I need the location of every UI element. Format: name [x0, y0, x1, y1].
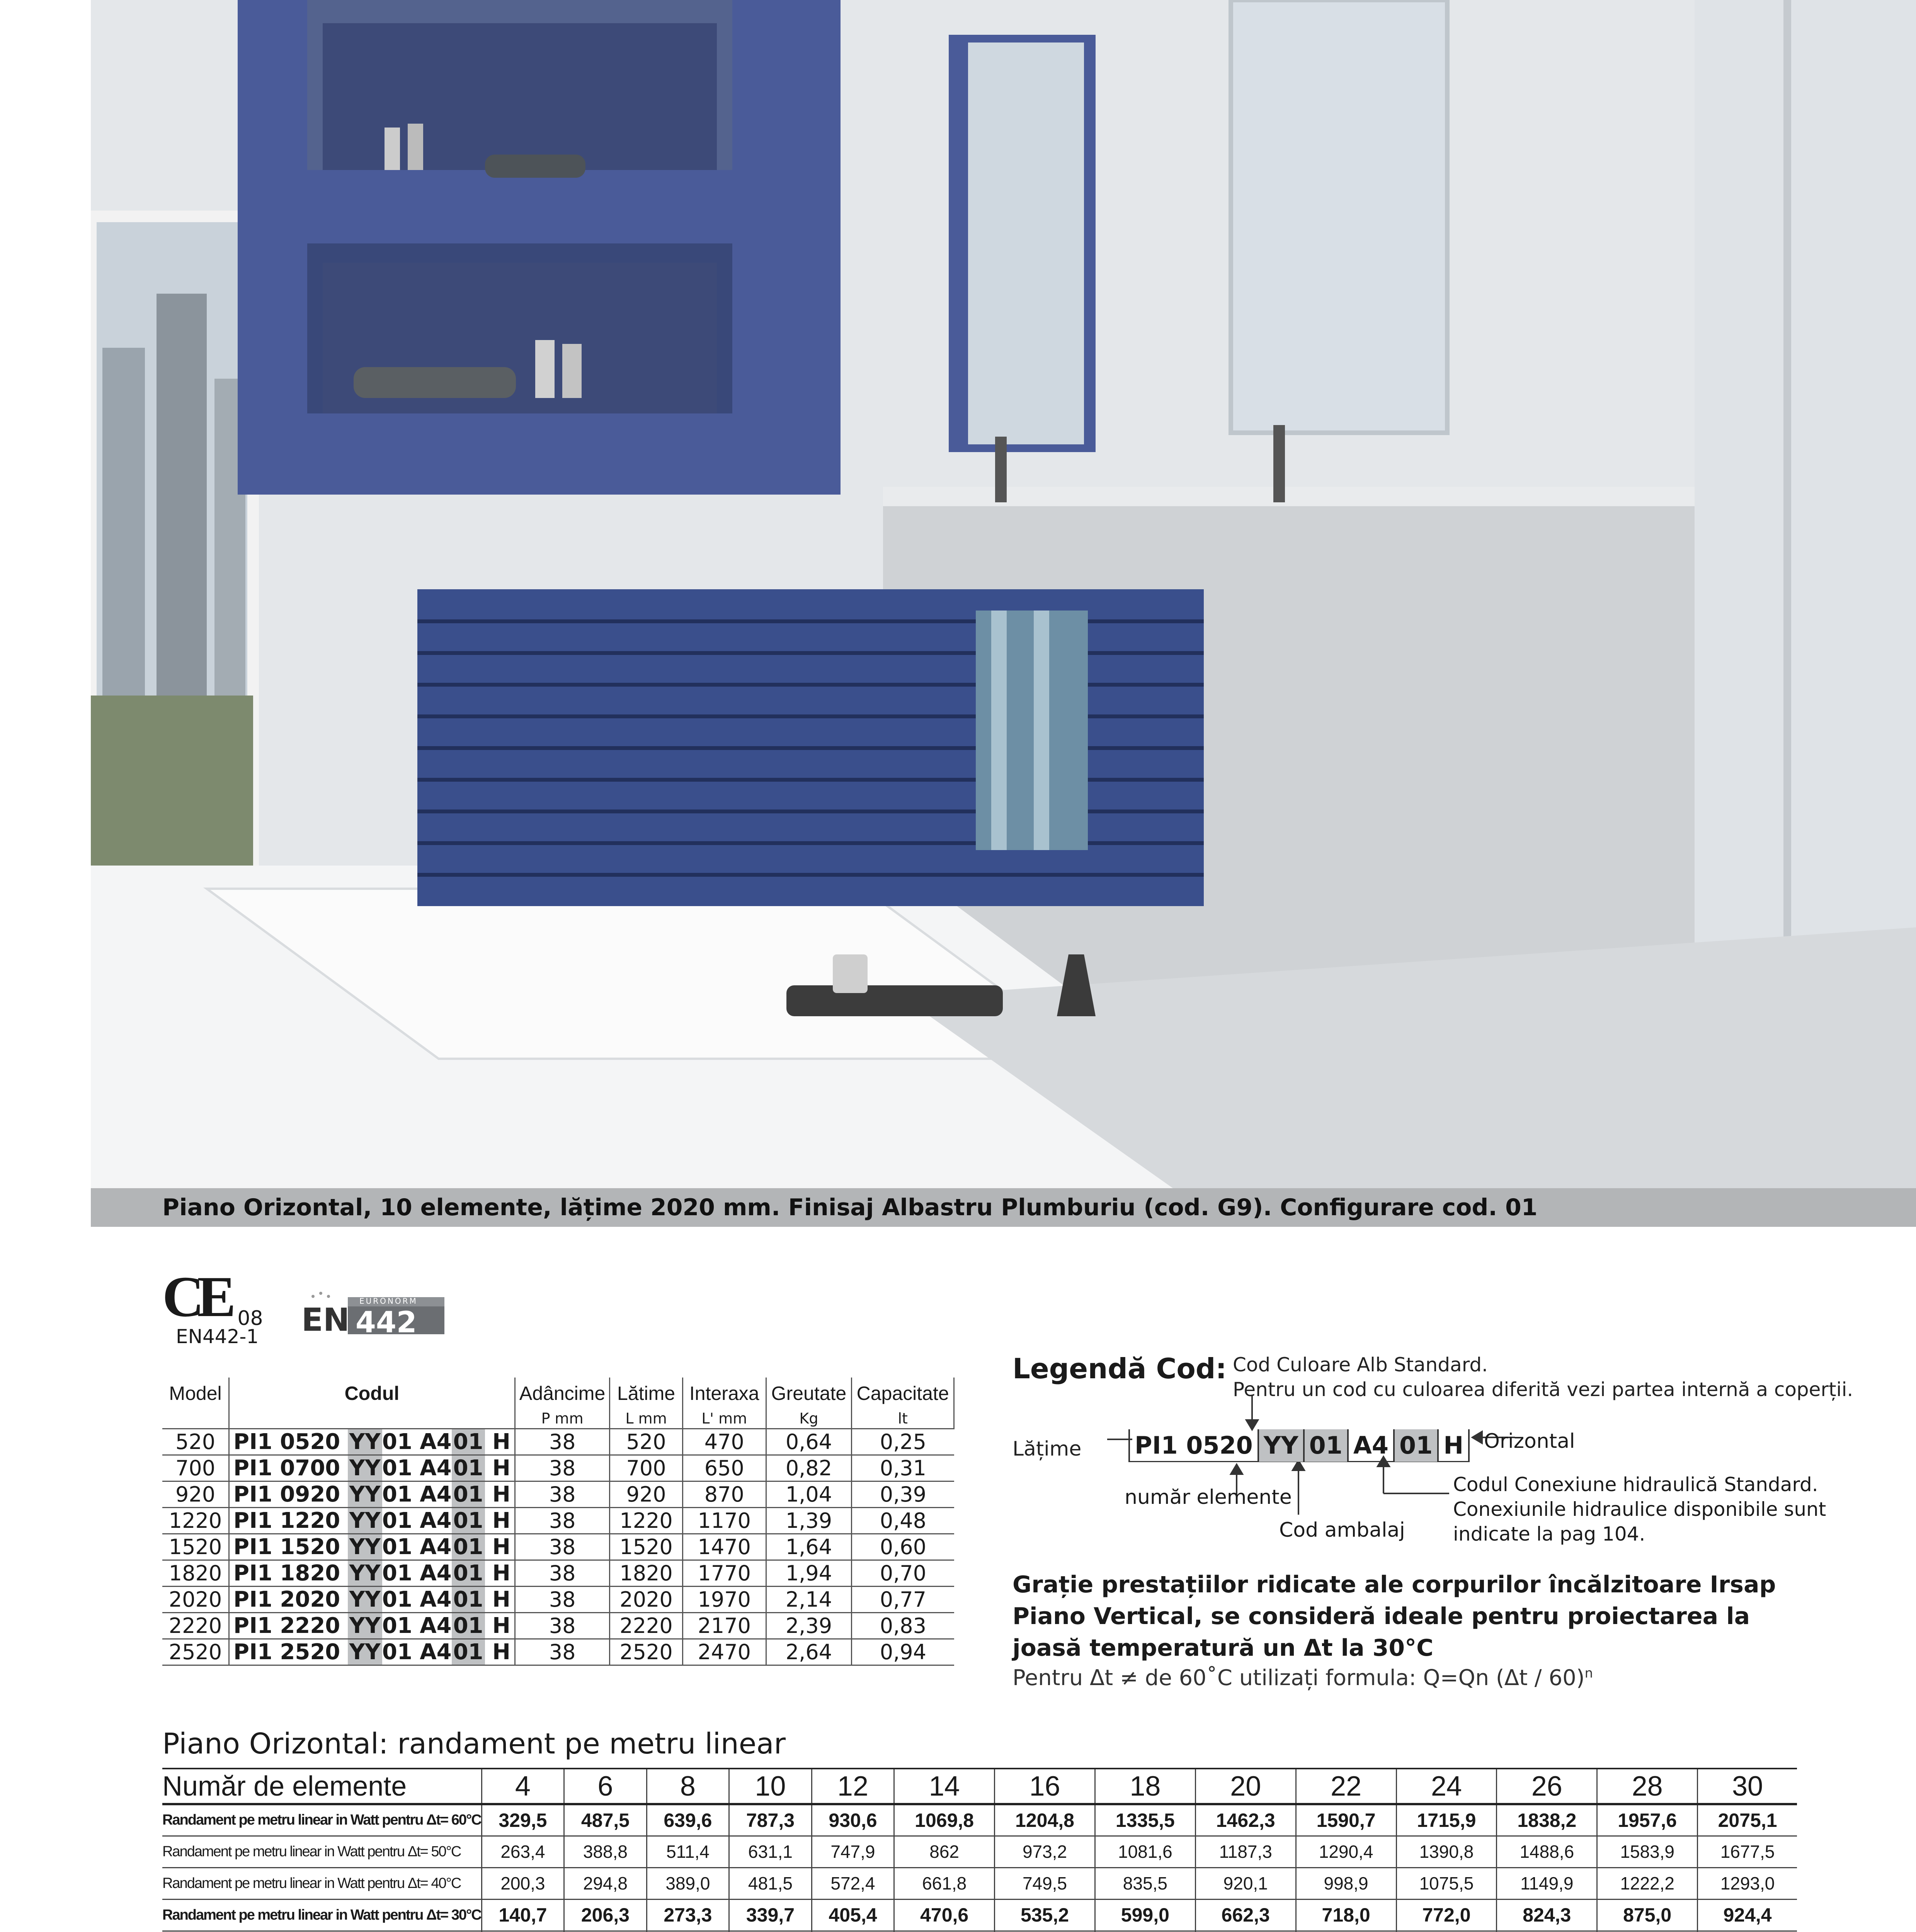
code-part-mid: 01 A4 — [382, 1639, 452, 1665]
cell-interaxa: 870 — [682, 1481, 766, 1507]
cell-greutate: 1,39 — [766, 1507, 852, 1534]
randament-value: 747,9 — [812, 1836, 894, 1867]
cell-adancime: 38 — [515, 1429, 609, 1455]
randament-value: 973,2 — [995, 1836, 1095, 1867]
th-interaxa: Interaxa — [682, 1378, 766, 1409]
randament-value: 572,4 — [812, 1867, 894, 1899]
code-part-o1: 01 — [452, 1613, 485, 1638]
cell-interaxa: 470 — [682, 1429, 766, 1455]
randament-value: 1149,9 — [1497, 1867, 1597, 1899]
code-part-yy: YY — [348, 1587, 382, 1612]
formula-line — [1012, 1665, 1593, 1690]
randament-value: 1222,2 — [1597, 1867, 1698, 1899]
code-part-yy: YY — [348, 1561, 382, 1586]
legend-hidr-line2: Conexiunile hidraulice disponibile sunt — [1453, 1498, 1826, 1520]
randament-value: 639,6 — [647, 1804, 729, 1836]
elements-count: 30 — [1698, 1769, 1797, 1804]
code-01: 01 — [1303, 1429, 1347, 1462]
code-part-mid: 01 A4 — [382, 1429, 452, 1454]
cell-adancime: 38 — [515, 1455, 609, 1481]
randament-value: 1715,9 — [1396, 1804, 1497, 1836]
elements-count: 6 — [564, 1769, 647, 1804]
hero-photo — [91, 0, 1916, 1188]
code-yy: YY — [1257, 1429, 1303, 1462]
code-h: H — [1437, 1429, 1470, 1462]
en442-label: EN442-1 — [176, 1325, 259, 1348]
cell-model: 2520 — [162, 1639, 229, 1665]
elements-count: 24 — [1396, 1769, 1497, 1804]
elements-count: 22 — [1296, 1769, 1396, 1804]
randament-value: 1081,6 — [1095, 1836, 1195, 1867]
cell-greutate: 2,64 — [766, 1639, 852, 1665]
cell-capacitate: 0,83 — [852, 1612, 954, 1639]
cell-codul — [229, 1639, 515, 1665]
cell-capacitate: 0,94 — [852, 1639, 954, 1665]
cell-greutate: 0,82 — [766, 1455, 852, 1481]
cell-capacitate: 0,48 — [852, 1507, 954, 1534]
cell-adancime: 38 — [515, 1560, 609, 1586]
cell-latime: 2220 — [610, 1612, 683, 1639]
cell-adancime: 38 — [515, 1481, 609, 1507]
cell-capacitate: 0,70 — [852, 1560, 954, 1586]
cell-adancime: 38 — [515, 1507, 609, 1534]
code-part-prefix: PI1 1220 — [233, 1508, 340, 1533]
cell-capacitate: 0,77 — [852, 1586, 954, 1612]
code-part-h: H — [492, 1534, 510, 1560]
cell-latime: 920 — [610, 1481, 683, 1507]
code-part-mid: 01 A4 — [382, 1613, 452, 1638]
code-part-o1: 01 — [452, 1639, 485, 1665]
code-part-prefix: PI1 1820 — [233, 1560, 340, 1586]
randament-value: 1290,4 — [1296, 1836, 1396, 1867]
code-part-yy: YY — [348, 1482, 382, 1507]
randament-value: 1583,9 — [1597, 1836, 1698, 1867]
cell-adancime: 38 — [515, 1534, 609, 1560]
randament-value: 862 — [894, 1836, 995, 1867]
cell-model: 700 — [162, 1455, 229, 1481]
code-part-prefix: PI1 1520 — [233, 1534, 340, 1560]
cell-greutate: 1,94 — [766, 1560, 852, 1586]
legend-latime: Lățime — [1012, 1437, 1082, 1461]
elements-count: 4 — [482, 1769, 564, 1804]
cell-codul — [229, 1507, 515, 1534]
code-part-h: H — [492, 1455, 510, 1481]
cell-adancime: 38 — [515, 1586, 609, 1612]
code-a4: A4 — [1347, 1429, 1393, 1462]
en-prefix: EN — [301, 1302, 350, 1338]
code-part-mid: 01 A4 — [382, 1481, 452, 1507]
randament-row-label: Randament pe metru linear in Watt pentru Δt= 40°C — [162, 1867, 482, 1899]
cell-model: 920 — [162, 1481, 229, 1507]
cell-greutate: 2,14 — [766, 1586, 852, 1612]
cell-interaxa: 1970 — [682, 1586, 766, 1612]
code-part-h: H — [492, 1560, 510, 1586]
legend-note-line2: Pentru un cod cu culoarea diferită vezi partea internă a coperții. — [1233, 1378, 1853, 1401]
code-part-o1: 01 — [452, 1482, 485, 1507]
en-number: 442 — [356, 1305, 417, 1339]
photo-caption: Piano Orizontal, 10 elemente, lățime 2020 mm. Finisaj Albastru Plumburiu (cod. G9). Configurare cod. 01 — [162, 1194, 1538, 1221]
code-part-mid: 01 A4 — [382, 1455, 452, 1481]
randament-row-label: Randament pe metru linear in Watt pentru Δt= 60°C — [162, 1804, 482, 1836]
code-part-h: H — [492, 1587, 510, 1612]
randament-value: 1069,8 — [894, 1804, 995, 1836]
randament-row-label: Randament pe metru linear in Watt pentru Δt= 30°C — [162, 1899, 482, 1931]
code-part-prefix: PI1 2520 — [233, 1639, 340, 1665]
cell-codul — [229, 1481, 515, 1507]
code-part-h: H — [492, 1639, 510, 1665]
elements-count: 28 — [1597, 1769, 1698, 1804]
th-codul: Codul — [229, 1378, 515, 1409]
randament-value: 206,3 — [564, 1899, 647, 1931]
cell-greutate: 2,39 — [766, 1612, 852, 1639]
randament-value: 662,3 — [1195, 1899, 1296, 1931]
cell-adancime: 38 — [515, 1639, 609, 1665]
cell-model: 2220 — [162, 1612, 229, 1639]
cell-latime: 700 — [610, 1455, 683, 1481]
model-row — [162, 1507, 954, 1534]
code-part-h: H — [492, 1481, 510, 1507]
cell-codul — [229, 1455, 515, 1481]
code-part-mid: 01 A4 — [382, 1508, 452, 1533]
cell-capacitate: 0,25 — [852, 1429, 954, 1455]
randament-value: 924,4 — [1698, 1899, 1797, 1931]
cell-capacitate: 0,60 — [852, 1534, 954, 1560]
elements-count: 8 — [647, 1769, 729, 1804]
code-part-prefix: PI1 2220 — [233, 1613, 340, 1638]
model-row — [162, 1534, 954, 1560]
cell-capacitate: 0,39 — [852, 1481, 954, 1507]
th-greutate: Greutate — [766, 1378, 852, 1409]
randament-header-label: Număr de elemente — [162, 1769, 482, 1804]
unit-model — [162, 1409, 229, 1429]
th-latime: Lătime — [610, 1378, 683, 1409]
cell-interaxa: 650 — [682, 1455, 766, 1481]
elements-count: 10 — [729, 1769, 812, 1804]
elements-count: 20 — [1195, 1769, 1296, 1804]
unit-latime: L mm — [610, 1409, 683, 1429]
code-part-yy: YY — [348, 1429, 382, 1454]
code-prefix: PI1 0520 — [1128, 1429, 1257, 1462]
euronorm-badge — [301, 1289, 448, 1339]
cell-model: 1520 — [162, 1534, 229, 1560]
randament-value: 487,5 — [564, 1804, 647, 1836]
legend-hidr-line3: indicate la pag 104. — [1453, 1523, 1645, 1545]
cell-latime: 2520 — [610, 1639, 683, 1665]
legend-note — [1233, 1352, 1853, 1402]
code-part-o1: 01 — [452, 1534, 485, 1560]
model-table — [162, 1378, 955, 1666]
legend-note-line1: Cod Culoare Alb Standard. — [1233, 1354, 1488, 1376]
model-row — [162, 1612, 954, 1639]
cell-interaxa: 1170 — [682, 1507, 766, 1534]
code-part-mid: 01 A4 — [382, 1560, 452, 1586]
randament-body — [162, 1769, 1797, 1932]
cell-interaxa: 1470 — [682, 1534, 766, 1560]
th-model: Model — [162, 1378, 229, 1409]
randament-value: 920,1 — [1195, 1867, 1296, 1899]
cell-interaxa: 2470 — [682, 1639, 766, 1665]
cell-model: 1820 — [162, 1560, 229, 1586]
code-part-o1: 01 — [452, 1429, 485, 1454]
gratie-paragraph: Grație prestațiilor ridicate ale corpurilor încălzitoare Irsap Piano Vertical, se consideră ideale pentru proiectarea la joasă temperatură un Δt la 30°C — [1012, 1571, 1776, 1662]
ce-mark — [162, 1264, 271, 1330]
randament-value: 787,3 — [729, 1804, 812, 1836]
bathroom-illustration — [91, 0, 1916, 1188]
randament-value: 1075,5 — [1396, 1867, 1497, 1899]
code-part-mid: 01 A4 — [382, 1587, 452, 1612]
randament-value: 1677,5 — [1698, 1836, 1797, 1867]
unit-codul — [229, 1409, 515, 1429]
randament-value: 835,5 — [1095, 1867, 1195, 1899]
elements-count: 14 — [894, 1769, 995, 1804]
randament-row-label: Randament pe metru linear in Watt pentru Δt= 50°C — [162, 1836, 482, 1867]
randament-value: 661,8 — [894, 1867, 995, 1899]
randament-value: 405,4 — [812, 1899, 894, 1931]
formula-exponent: n — [1584, 1665, 1593, 1681]
randament-value: 1187,3 — [1195, 1836, 1296, 1867]
randament-value: 2075,1 — [1698, 1804, 1797, 1836]
legend-orizontal: Orizontal — [1484, 1430, 1575, 1453]
cell-interaxa: 1770 — [682, 1560, 766, 1586]
randament-value: 273,3 — [647, 1899, 729, 1931]
randament-value: 535,2 — [995, 1899, 1095, 1931]
cell-codul — [229, 1586, 515, 1612]
elements-count: 26 — [1497, 1769, 1597, 1804]
cell-codul — [229, 1429, 515, 1455]
cell-codul — [229, 1612, 515, 1639]
cell-latime: 1220 — [610, 1507, 683, 1534]
model-row — [162, 1455, 954, 1481]
randament-value: 875,0 — [1597, 1899, 1698, 1931]
unit-adancime: P mm — [515, 1409, 609, 1429]
model-table-body — [162, 1429, 954, 1665]
randament-value: 481,5 — [729, 1867, 812, 1899]
randament-table — [162, 1768, 1797, 1932]
elements-count: 16 — [995, 1769, 1095, 1804]
randament-value: 772,0 — [1396, 1899, 1497, 1931]
code-part-o1: 01 — [452, 1508, 485, 1533]
model-row — [162, 1481, 954, 1507]
code-part-prefix: PI1 2020 — [233, 1587, 340, 1612]
randament-value: 998,9 — [1296, 1867, 1396, 1899]
legend-code — [1128, 1430, 1470, 1462]
cell-model: 1220 — [162, 1507, 229, 1534]
ce-year: 08 — [237, 1307, 263, 1330]
cell-latime: 2020 — [610, 1586, 683, 1612]
code-part-prefix: PI1 0920 — [233, 1481, 340, 1507]
cell-capacitate: 0,31 — [852, 1455, 954, 1481]
code-01b: 01 — [1393, 1429, 1437, 1462]
randament-value: 263,4 — [482, 1836, 564, 1867]
randament-value: 389,0 — [647, 1867, 729, 1899]
cell-codul — [229, 1560, 515, 1586]
randament-value: 1390,8 — [1396, 1836, 1497, 1867]
unit-interaxa: L' mm — [682, 1409, 766, 1429]
code-part-prefix: PI1 0520 — [233, 1429, 340, 1454]
cell-latime: 1820 — [610, 1560, 683, 1586]
legend-hidraulic — [1453, 1472, 1826, 1546]
legend-title: Legendă Cod: — [1012, 1352, 1227, 1385]
model-row — [162, 1639, 954, 1665]
code-part-h: H — [492, 1508, 510, 1533]
elements-count: 18 — [1095, 1769, 1195, 1804]
randament-row — [162, 1899, 1797, 1931]
randament-value: 1488,6 — [1497, 1836, 1597, 1867]
formula-text: Pentru Δt ≠ de 60˚C utilizați formula: Q=Qn (Δt / 60) — [1012, 1665, 1585, 1690]
legend-hidr-line1: Codul Conexiune hidraulică Standard. — [1453, 1473, 1818, 1496]
randament-header-row — [162, 1769, 1797, 1804]
randament-value: 200,3 — [482, 1867, 564, 1899]
randament-value: 749,5 — [995, 1867, 1095, 1899]
randament-value: 718,0 — [1296, 1899, 1396, 1931]
randament-title: Piano Orizontal: randament pe metru linear — [162, 1727, 786, 1760]
code-part-h: H — [492, 1429, 510, 1454]
cell-latime: 1520 — [610, 1534, 683, 1560]
code-part-yy: YY — [348, 1456, 382, 1481]
code-part-yy: YY — [348, 1534, 382, 1560]
randament-value: 1335,5 — [1095, 1804, 1195, 1836]
randament-value: 511,4 — [647, 1836, 729, 1867]
ce-symbol: CE — [162, 1265, 229, 1329]
elements-count: 12 — [812, 1769, 894, 1804]
code-part-yy: YY — [348, 1613, 382, 1638]
model-row — [162, 1560, 954, 1586]
cell-interaxa: 2170 — [682, 1612, 766, 1639]
legend-numar-elemente: număr elemente — [1125, 1486, 1292, 1509]
cell-greutate: 0,64 — [766, 1429, 852, 1455]
randament-value: 1957,6 — [1597, 1804, 1698, 1836]
randament-value: 1590,7 — [1296, 1804, 1396, 1836]
code-part-yy: YY — [348, 1508, 382, 1533]
model-row — [162, 1429, 954, 1455]
randament-value: 631,1 — [729, 1836, 812, 1867]
th-adancime: Adâncime — [515, 1378, 609, 1409]
code-part-o1: 01 — [452, 1456, 485, 1481]
cell-adancime: 38 — [515, 1612, 609, 1639]
randament-row — [162, 1836, 1797, 1867]
randament-value: 824,3 — [1497, 1899, 1597, 1931]
randament-value: 1204,8 — [995, 1804, 1095, 1836]
model-row — [162, 1586, 954, 1612]
code-part-yy: YY — [348, 1639, 382, 1665]
cell-model: 2020 — [162, 1586, 229, 1612]
code-part-h: H — [492, 1613, 510, 1638]
unit-greutate: Kg — [766, 1409, 852, 1429]
randament-value: 388,8 — [564, 1836, 647, 1867]
unit-capacitate: lt — [852, 1409, 954, 1429]
code-part-prefix: PI1 0700 — [233, 1455, 340, 1481]
cell-greutate: 1,04 — [766, 1481, 852, 1507]
randament-value: 329,5 — [482, 1804, 564, 1836]
th-capacitate: Capacitate — [852, 1378, 954, 1409]
cell-model: 520 — [162, 1429, 229, 1455]
randament-value: 1838,2 — [1497, 1804, 1597, 1836]
code-part-o1: 01 — [452, 1561, 485, 1586]
cell-greutate: 1,64 — [766, 1534, 852, 1560]
randament-value: 339,7 — [729, 1899, 812, 1931]
randament-row — [162, 1804, 1797, 1836]
randament-value: 1462,3 — [1195, 1804, 1296, 1836]
randament-value: 1293,0 — [1698, 1867, 1797, 1899]
randament-value: 294,8 — [564, 1867, 647, 1899]
legend-cod-ambalaj: Cod ambalaj — [1279, 1519, 1405, 1542]
code-part-mid: 01 A4 — [382, 1534, 452, 1560]
euronorm-top: EURONORM — [359, 1296, 418, 1306]
cell-codul — [229, 1534, 515, 1560]
randament-value: 470,6 — [894, 1899, 995, 1931]
randament-value: 930,6 — [812, 1804, 894, 1836]
randament-value: 140,7 — [482, 1899, 564, 1931]
cell-latime: 520 — [610, 1429, 683, 1455]
code-part-o1: 01 — [452, 1587, 485, 1612]
randament-row — [162, 1867, 1797, 1899]
randament-value: 599,0 — [1095, 1899, 1195, 1931]
